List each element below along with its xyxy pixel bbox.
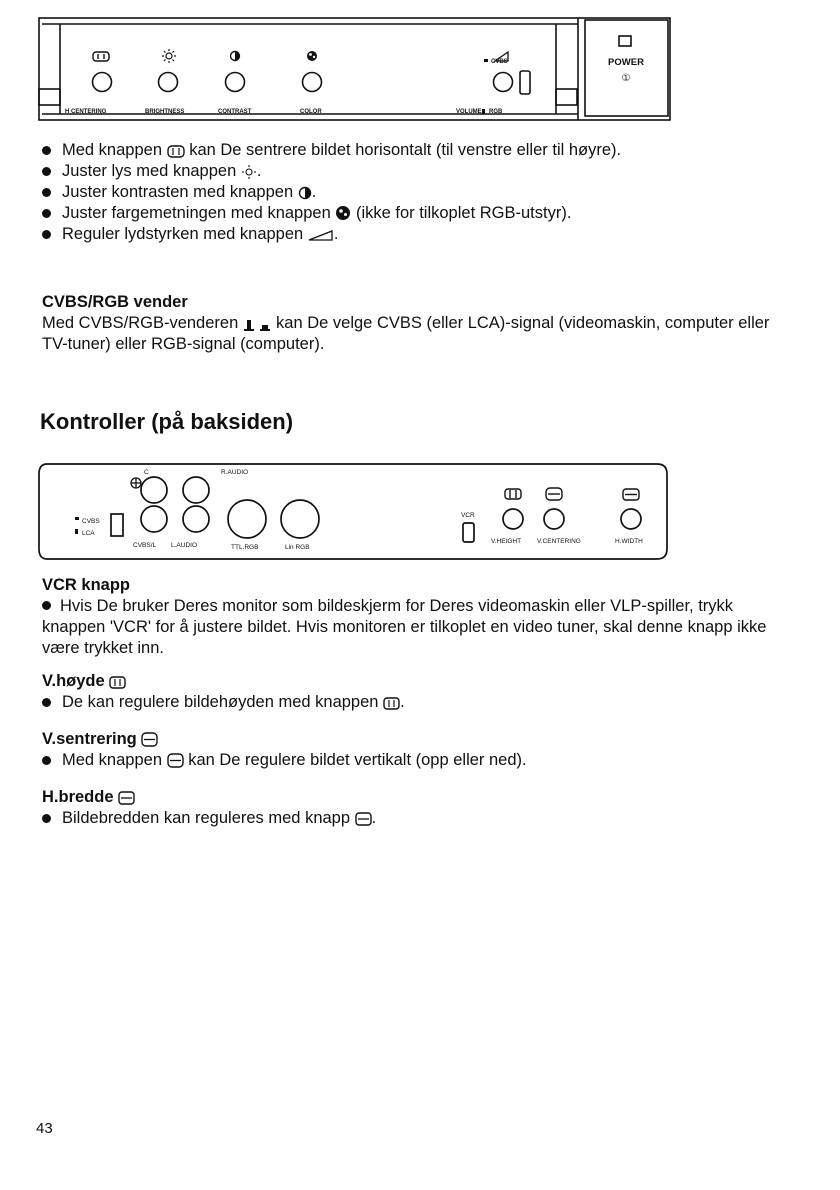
rgb-indicator-icon: [482, 109, 485, 114]
volume-knob: [494, 73, 513, 92]
h-centering-icon: [167, 145, 185, 158]
c-label: C: [144, 469, 149, 476]
v-height-knob: [503, 509, 523, 529]
contrast-knob: [226, 73, 245, 92]
v-height-icon: [383, 697, 400, 710]
v-centering-list: [42, 750, 527, 771]
list-item: Hvis De bruker Deres monitor som bildeskjerm for Deres videomaskin eller VLP-spiller, trykk knappen 'VCR' for å justere bildet. Hvis monitoren er tilkoplet en video tuner, skal denne knapp ikke være trykket inn.: [42, 597, 767, 657]
brightness-knob: [159, 73, 178, 92]
h-width-knob: [621, 509, 641, 529]
power-button: [619, 36, 631, 46]
h-width-list: [42, 808, 376, 829]
color-icon: [335, 205, 351, 221]
brightness-icon: [162, 49, 176, 63]
contrast-icon: [298, 185, 312, 200]
v-centering-title: V.sentrering: [42, 729, 158, 750]
h-centering-icon: [93, 52, 109, 61]
list-item: Reguler lydstyrken med knappen .: [42, 224, 621, 245]
list-item: Bildebredden kan reguleres med knapp .: [42, 808, 376, 829]
ttl-rgb-label: TTL.RGB: [231, 544, 259, 551]
switch-rgb-icon: [243, 319, 255, 331]
list-item: Med knappen kan De regulere bildet vertikalt (opp eller ned).: [42, 750, 527, 771]
l-audio-label: L.AUDIO: [171, 542, 198, 549]
r-audio-connector: [183, 477, 209, 503]
vcr-label: VCR: [461, 512, 475, 519]
front-controls-list: [42, 140, 621, 245]
v-centering-knob: [544, 509, 564, 529]
cvbs-label: CVBS: [491, 59, 508, 65]
h-centering-label: H CENTERING: [65, 109, 107, 115]
v-height-icon: [505, 489, 521, 499]
cvbs-l-connector: [141, 506, 167, 532]
volume-icon: [308, 229, 334, 242]
switch-cvbs-icon: [259, 319, 271, 331]
vcr-title: VCR knapp: [42, 576, 131, 594]
r-audio-label: R.AUDIO: [221, 469, 249, 476]
h-width-title: H.bredde: [42, 787, 135, 808]
cvbs-rgb-switch: [520, 71, 530, 94]
h-width-icon: [118, 791, 135, 805]
h-centering-knob: [93, 73, 112, 92]
vcr-list: [42, 596, 772, 659]
color-icon: [307, 51, 317, 61]
lin-rgb-connector: [281, 500, 319, 538]
v-height-title: V.høyde: [42, 671, 126, 692]
cvbs-l-label: CVBS/L: [133, 542, 157, 549]
c-connector: [141, 477, 167, 503]
page-number: 43: [36, 1120, 53, 1137]
ttl-rgb-connector: [228, 500, 266, 538]
rgb-label: RGB: [489, 109, 503, 115]
list-item: Juster lys med knappen .: [42, 161, 621, 182]
power-label: POWER: [608, 57, 644, 68]
list-item: De kan regulere bildehøyden med knappen .: [42, 692, 405, 713]
color-label: COLOR: [300, 109, 322, 115]
cvbs-rgb-text: Med CVBS/RGB-venderen kan De velge CVBS (eller LCA)-signal (videomaskin, computer eller TV-tuner) eller RGB-signal (computer).: [42, 314, 770, 353]
vcr-button: [463, 523, 474, 542]
volume-label: VOLUME: [456, 109, 482, 115]
h-width-label: H.WIDTH: [615, 538, 643, 545]
front-panel-diagram: [38, 16, 672, 122]
h-width-icon: [355, 812, 372, 826]
list-item: Juster fargemetningen med knappen (ikke for tilkoplet RGB-utstyr).: [42, 203, 621, 224]
lca-label: LCA: [82, 530, 95, 537]
contrast-icon: [231, 52, 240, 61]
list-item: Juster kontrasten med knappen .: [42, 182, 621, 203]
list-item: Med knappen kan De sentrere bildet horisontalt (til venstre eller til høyre).: [42, 140, 621, 161]
color-knob: [303, 73, 322, 92]
v-centering-icon: [167, 753, 184, 768]
cvbs-indicator-icon: [484, 59, 488, 62]
c-plus-icon: [131, 478, 141, 488]
rear-panel-diagram: [37, 459, 669, 569]
cvbs-lca-switch: [111, 514, 123, 536]
cvbs-indicator-icon: [75, 517, 79, 520]
cvbs-label: CVBS: [82, 518, 100, 525]
h-width-icon: [623, 489, 639, 500]
v-height-label: V.HEIGHT: [491, 538, 522, 545]
contrast-label: CONTRAST: [218, 109, 252, 115]
v-centering-icon: [546, 488, 562, 500]
brightness-icon: [241, 164, 257, 179]
v-centering-label: V.CENTERING: [537, 538, 581, 545]
cvbs-rgb-title: CVBS/RGB vender: [42, 293, 188, 311]
v-centering-icon: [141, 732, 158, 747]
rear-controls-heading: Kontroller (på baksiden): [40, 409, 294, 434]
l-audio-connector: [183, 506, 209, 532]
lca-indicator-icon: [75, 529, 78, 534]
v-height-icon: [109, 676, 126, 689]
brightness-label: BRIGHTNESS: [145, 109, 185, 115]
lin-rgb-label: Lin RGB: [285, 544, 310, 551]
v-height-list: [42, 692, 405, 713]
power-symbol: ①: [621, 73, 631, 84]
